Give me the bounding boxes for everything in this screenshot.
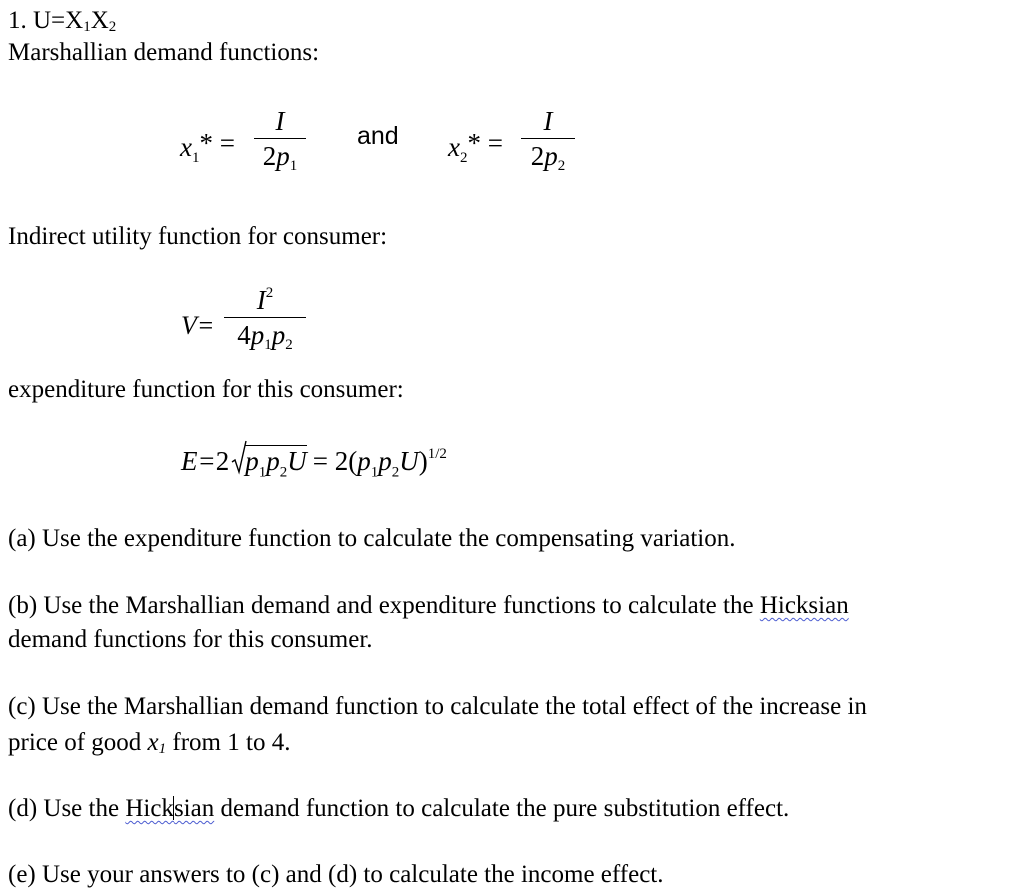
x2-den-sub: 2 [557,158,566,174]
e-p2: p [266,446,280,476]
v-label [181,313,214,339]
utility-u: U=X [33,7,84,34]
e-ub: U [399,446,419,476]
x2-star-eq: * = [467,128,503,158]
x1-den-sub: 1 [289,158,298,174]
x1-fraction [254,108,306,174]
v-lhs: V= [181,311,215,340]
indirect-heading: Indirect utility function for consumer: [8,223,388,250]
e-eq2: = 2( [312,446,358,476]
x1-den-var: p [276,141,290,171]
hicksian-word-b: Hicksian [759,592,849,619]
e-coef: 2 [215,446,230,476]
question-b-line1 [8,593,849,618]
e-sub1b: 1 [370,464,379,481]
x2-label [448,130,503,166]
x1-label [180,130,235,166]
v-denominator [237,318,293,353]
e-p1: p [245,446,259,476]
marshallian-heading: Marshallian demand functions: [8,39,320,66]
x2-denominator [531,139,566,174]
x1-var: x [180,132,192,162]
x2-numerator: I [543,106,553,136]
question-c-sub: 1 [158,741,167,757]
v-num-var: I [256,285,266,315]
hicksian-word-d [125,795,214,822]
v-fraction [224,286,306,353]
question-c-line1: (c) Use the Marshallian demand function to calculate the total effect of the increase in [8,693,867,720]
and-word: and [357,122,399,150]
utility-sub1: 1 [83,19,91,35]
problem-number: 1. [8,7,27,34]
question-d [8,796,789,821]
x1-denominator [263,139,298,174]
v-den-p1: p [250,320,265,350]
expenditure-equation [181,445,447,485]
x2-den-coef: 2 [530,141,545,171]
v-den-coef: 4 [237,320,251,350]
v-den-sub2: 2 [285,337,293,353]
hicksian-d-part1: Hick [125,795,174,822]
sqrt-sign [231,445,307,480]
question-c-pre: price of good [8,729,148,756]
x1-numerator: I [275,106,285,136]
e-p1b: p [357,446,371,476]
e-sub2b: 2 [391,464,400,481]
e-sub2: 2 [279,464,288,481]
question-e: (e) Use your answers to (c) and (d) to calculate the income effect. [8,861,664,888]
utility-sub2: 2 [108,19,117,35]
x1-star-eq: * = [199,128,235,158]
problem-title [8,8,116,35]
v-den-sub1: 1 [264,337,272,353]
v-den-p2: p [271,320,286,350]
e-lhs: E= [181,446,216,476]
e-close: ) [418,446,428,476]
v-numerator [257,286,274,317]
hicksian-d-part2: sian [173,795,215,822]
question-c-line2 [8,730,290,757]
x2-var: x [448,132,460,162]
e-sub1: 1 [258,464,267,481]
question-b-line2: demand functions for this consumer. [8,626,373,653]
e-exponent: 1/2 [427,446,447,462]
x1-sub: 1 [191,150,200,166]
question-a: (a) Use the expenditure function to calculate the compensating variation. [8,525,736,552]
x2-den-var: p [544,141,558,171]
question-d-post: demand function to calculate the pure substitution effect. [214,795,790,822]
e-u: U [287,446,307,476]
sqrt-radicand [245,445,307,480]
question-d-pre: (d) Use the [8,795,126,822]
question-b-pre: (b) Use the Marshallian demand and expenditure functions to calculate the [8,592,760,619]
expenditure-heading: expenditure function for this consumer: [8,376,404,403]
v-num-exp: 2 [265,285,274,301]
question-c-post: from 1 to 4. [166,729,291,756]
x1-den-coef: 2 [262,141,277,171]
x2-sub: 2 [459,150,468,166]
sqrt-symbol [231,440,247,476]
question-c-var: x [147,729,159,756]
e-p2b: p [378,446,392,476]
utility-x: X [90,7,109,34]
x2-fraction [521,108,575,174]
